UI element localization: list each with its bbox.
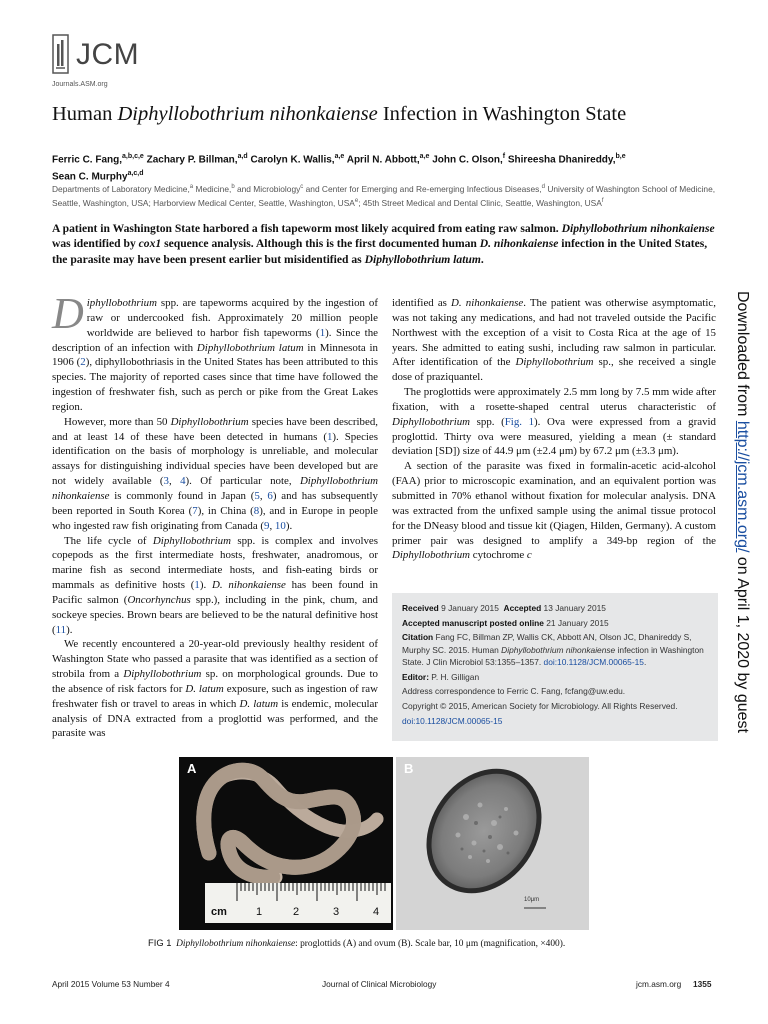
author-list: Ferric C. Fang,$^{a,b,c,e}$ Zachary P. Billman,$^{a,d}$ Carolyn K. Wallis,$^{a,e}$ April N. Abbott,$^{a,e}$ John C. Olson,$^f$ Shireesha Dhanireddy,$^{b,e}$ Sean C. Murphy$^{a,c,d}$ bbox=[52, 153, 626, 183]
reference-link[interactable]: 1 bbox=[194, 579, 200, 592]
reference-link[interactable]: 10 bbox=[274, 519, 286, 532]
author: April N. Abbott, bbox=[346, 154, 420, 166]
reference-link[interactable]: 11 bbox=[55, 623, 67, 636]
body-column-left bbox=[52, 289, 379, 741]
paragraph: identified as D. nihonkaiense. The patient was otherwise asymptomatic, was not taking any medications, and had not traveled outside the Pacific Northwest with the exception of a visit to Costa Rica at the age of 15 years. She admitted to eating sushi, including raw salmon in particular. After identification of the Diphyllobothrium sp., she received a single dose of praziquantel. bbox=[392, 297, 716, 384]
affiliations: Departments of Laboratory Medicine,$^a$ Medicine,$^b$ and Microbiology$^c$ and Center for Emerging and Re-emerging Infectious Diseases,$^d$ University of Washington School of Medicine, Seattle, Washington, USA; Harborview Medical Center, Seattle, Washington, USA$^e$; 45th Street Medical and Dental Clinic, Seattle, Washington, USA$^f$ bbox=[52, 183, 716, 209]
ruler-tick: 1 bbox=[256, 906, 263, 918]
body-column-right bbox=[392, 296, 716, 563]
figure-caption: FIG 1 Diphyllobothrium nihonkaiense: proglottids (A) and ovum (B). Scale bar, 10 μm (magnification, ×400). bbox=[148, 937, 566, 949]
article-title: Human Diphyllobothrium nihonkaiense Infection in Washington State bbox=[52, 103, 627, 125]
author: Zachary P. Billman, bbox=[146, 154, 238, 166]
logo-text: JCM bbox=[76, 38, 140, 71]
journal-logo bbox=[52, 34, 192, 94]
reference-link[interactable]: 1 bbox=[326, 430, 333, 443]
reference-link[interactable]: 7 bbox=[192, 504, 198, 517]
ruler-unit: cm bbox=[211, 906, 227, 918]
reference-link[interactable]: 9 bbox=[264, 519, 270, 532]
reference-link[interactable]: 3 bbox=[163, 475, 169, 488]
footer-site-link[interactable]: jcm.asm.org bbox=[636, 979, 682, 989]
panel-label-b: B bbox=[404, 761, 414, 776]
reference-link[interactable]: 6 bbox=[267, 489, 273, 502]
page-number: 1355 bbox=[693, 979, 712, 989]
paragraph: A section of the parasite was fixed in formalin-acetic acid-alcohol (FAA) prior to microscopic examination, and an equivalent portion was submitted in 70% ethanol without fixation for molecular analysis. DNA was extracted from the unfixed sample using the animal tissue protocol for the DNeasy blood and tissue kit (Qiagen, Hilden, Germany). A custom primer pair was designed to amplify a 349-bp region of the Diphyllobothrium cytochrome c bbox=[392, 460, 716, 562]
author: Ferric C. Fang, bbox=[52, 154, 123, 166]
reference-link[interactable]: 4 bbox=[180, 475, 186, 488]
paragraph: The proglottids were approximately 2.5 mm long by 7.5 mm wide after fixation, with a rosette-shaped central uterus characteristic of Diphyllobothrium spp. (Fig. 1). Ova were expressed from a gravid proglottid. Thirty ova were measured, yielding a mean (± standard deviation [SD]) size of 44.9 μm (±2.4 μm) by 67.2 μm (±3.3 μm). bbox=[392, 386, 716, 458]
download-watermark: Downloaded from http://jcm.asm.org/ on April 1, 2020 by guest bbox=[734, 290, 751, 734]
paragraph: Diphyllobothrium spp. are tapeworms acquired by the ingestion of raw or undercooked fish. Approximately 20 million people worldwide are believed to harbor fish tapeworms (1). Since the description of an infection with Diphyllobothrium latum in Minnesota in 1906 (2), diphyllobothriasis in the United States has been attributed to this species. The majority of reported cases since that time have followed the ingestion of freshwater fish, such as perch or pike from the Great Lakes region. bbox=[52, 289, 378, 413]
doi-link[interactable]: doi:10.1128/JCM.00065-15 bbox=[402, 715, 503, 726]
author: John C. Olson, bbox=[432, 154, 503, 166]
dates: Received 9 January 2015 Accepted 13 January 2015 bbox=[402, 603, 606, 613]
paragraph: However, more than 50 Diphyllobothrium species have been described, and at least 14 of these have been detected in humans (1). Species identification on the basis of morphology is unreliable, and molecular assays for distinguishing individual species have been developed but are not widely available (3, 4). Of particular note, Diphyllobothrium nihonkaiense is commonly found in Japan (5, 6) and has subsequently been reported in South Korea (7), in China (8), and in Europe in people who ingested raw fish originating from Canada (9, 10). bbox=[52, 415, 379, 532]
editor: Editor: P. H. Gilligan bbox=[402, 671, 480, 682]
footer-journal: Journal of Clinical Microbiology bbox=[322, 979, 437, 989]
ruler-tick: 4 bbox=[373, 906, 380, 918]
logo-url: Journals.ASM.org bbox=[52, 81, 108, 88]
figure-panel-b bbox=[396, 757, 589, 930]
author: Shireesha Dhanireddy, bbox=[507, 154, 616, 166]
abstract: A patient in Washington State harbored a fish tapeworm most likely acquired from eating raw salmon. Diphyllobothrium nihonkaiense was identified by cox1 sequence analysis. Although this is the first documented human D. nihonkaiense infection in the United States, the parasite may have been present earlier but misidentified as Diphyllobothrium latum. bbox=[52, 222, 715, 266]
reference-link[interactable]: 8 bbox=[253, 504, 260, 517]
scale-bar-label: 10μm bbox=[524, 897, 540, 903]
reference-link[interactable]: 2 bbox=[80, 356, 86, 369]
drop-cap: D bbox=[52, 289, 84, 338]
ruler-tick: 2 bbox=[293, 906, 300, 918]
citation: Citation Fang FC, Billman ZP, Wallis CK, Abbott AN, Olson JC, Dhanireddy S, Murphy SC. 2015. Human Diphyllobothrium nihonkaiense infection in Washington State. J Clin Microbiol 53:1355–1357. doi:10.1128/JCM.00065-15. bbox=[402, 632, 704, 667]
jcm-logo-icon bbox=[52, 34, 69, 74]
reference-link[interactable]: 1 bbox=[319, 326, 326, 339]
panel-label-a: A bbox=[187, 761, 197, 776]
doi-link[interactable]: doi:10.1128/JCM.00065-15 bbox=[543, 656, 644, 667]
journal-url-link[interactable]: http://jcm.asm.org/ bbox=[734, 420, 751, 553]
reference-link[interactable]: 5 bbox=[254, 489, 260, 502]
paragraph: We recently encountered a 20-year-old previously healthy resident of Washington State who passed a parasite that was identified as a section of strobila from a Diphyllobothrium sp. on morphological grounds. Due to the absence of risk factors for D. latum exposure, such as ingestion of raw freshwater fish or travel to areas in which D. latum is endemic, molecular analysis of DNA extracted from a proglottid was performed, and the parasite was bbox=[52, 638, 379, 740]
paragraph: The life cycle of Diphyllobothrium spp. is complex and involves copepods as the first intermediate hosts, freshwater, anadromous, or marine fish as second intermediate hosts, and fish-eating birds or mammals as definitive hosts (1). D. nihonkaiense has been found in Pacific salmon (Oncorhynchus spp.), including in the pink, chum, and sockeye species. Brown bears are believed to be the natural definitive host (11). bbox=[52, 534, 379, 636]
correspondence: Address correspondence to Ferric C. Fang, fcfang@uw.edu. bbox=[402, 686, 626, 697]
footer-issue: April 2015 Volume 53 Number 4 bbox=[52, 979, 170, 989]
figure-panel-a bbox=[179, 757, 393, 930]
posted-date: Accepted manuscript posted online 21 January 2015 bbox=[402, 617, 609, 628]
article-info-box bbox=[392, 593, 718, 741]
copyright: Copyright © 2015, American Society for Microbiology. All Rights Reserved. bbox=[402, 701, 678, 712]
author: Sean C. Murphy bbox=[52, 171, 128, 183]
ruler-tick: 3 bbox=[333, 906, 340, 918]
author: Carolyn K. Wallis, bbox=[250, 154, 335, 166]
figure-link[interactable]: Fig. 1 bbox=[504, 415, 535, 428]
